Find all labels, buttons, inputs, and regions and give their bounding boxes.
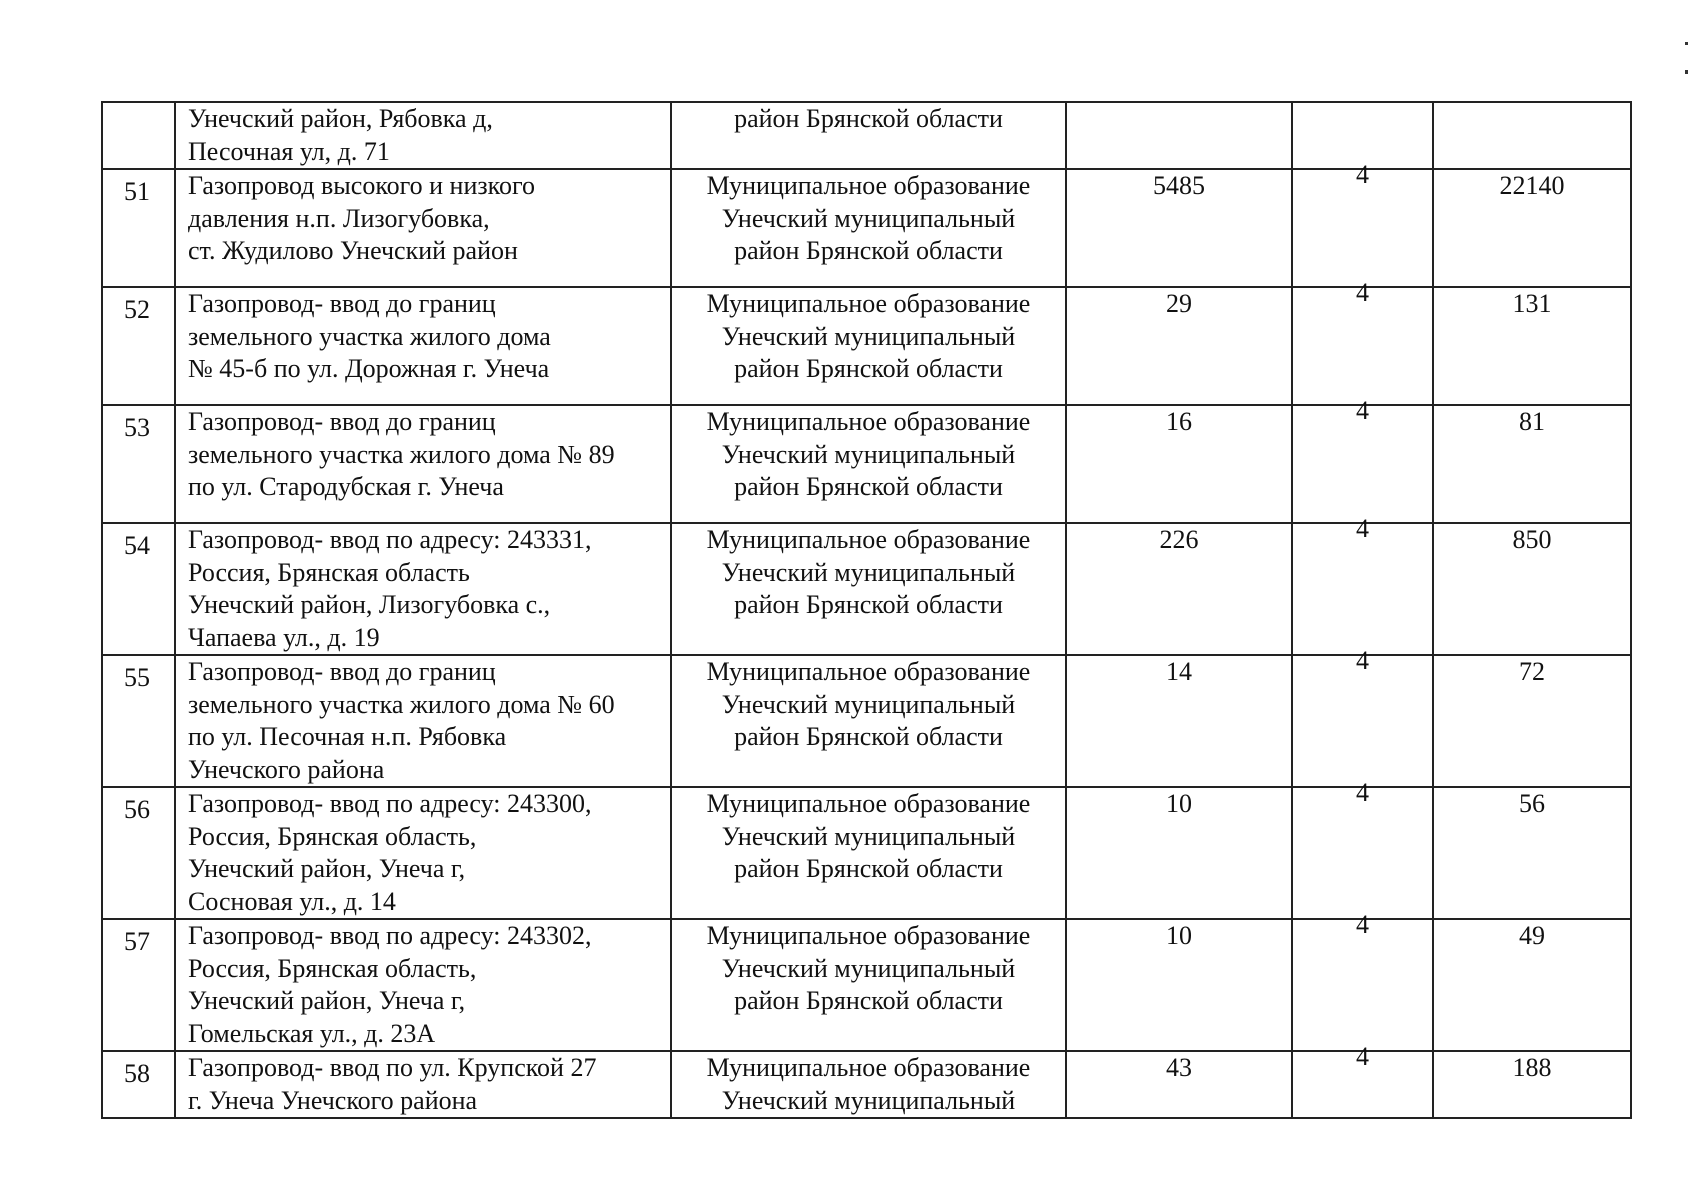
object-name-cell — [175, 102, 671, 169]
owner-line: Муниципальное образование — [706, 789, 1031, 818]
row-number — [103, 103, 174, 109]
owner-line: Унечский муниципальный — [721, 821, 1016, 851]
value-cell — [1433, 1051, 1631, 1118]
table-row — [102, 405, 1631, 523]
object-name-line: Россия, Брянская область — [188, 557, 470, 587]
object-name-line: Унечский район, Рябовка д, — [188, 104, 493, 133]
length-value: 43 — [1166, 1053, 1192, 1082]
row-number-cell — [102, 655, 175, 787]
owner-line: Унечский муниципальный — [721, 953, 1016, 983]
object-name-cell — [175, 405, 671, 523]
owner-cell — [671, 287, 1066, 405]
value-cell — [1433, 287, 1631, 405]
table-row — [102, 787, 1631, 919]
category-value: 4 — [1356, 396, 1369, 425]
value-amount: 131 — [1512, 289, 1552, 318]
owner-cell — [671, 1051, 1066, 1118]
owner-cell — [671, 405, 1066, 523]
value-cell — [1433, 655, 1631, 787]
object-name-cell — [175, 523, 671, 655]
owner-line: район Брянской области — [734, 472, 1003, 501]
row-number: 51 — [124, 177, 150, 206]
category-cell — [1292, 160, 1433, 287]
object-name-line: № 45-б по ул. Дорожная г. Унеча — [188, 354, 550, 383]
value-amount: 850 — [1512, 525, 1552, 554]
owner-cell — [671, 523, 1066, 655]
row-number: 55 — [124, 663, 150, 692]
length-value: 14 — [1166, 657, 1192, 686]
value-amount: 72 — [1519, 657, 1545, 686]
object-name-line: земельного участка жилого дома № 60 — [188, 689, 615, 719]
length-value: 10 — [1166, 789, 1192, 818]
value-amount: 188 — [1512, 1053, 1552, 1082]
owner-line: район Брянской области — [734, 590, 1003, 619]
object-name-line: Сосновая ул., д. 14 — [188, 886, 396, 916]
object-name-line: Россия, Брянская область, — [188, 953, 477, 983]
owner-line: район Брянской области — [734, 354, 1003, 383]
row-number: 52 — [124, 295, 150, 324]
owner-line: Муниципальное образование — [706, 525, 1031, 554]
category-cell — [1292, 1042, 1433, 1118]
owner-line: Унечский муниципальный — [721, 203, 1016, 233]
object-name-line: Унечского района — [188, 754, 385, 784]
object-name-line: земельного участка жилого дома № 89 — [188, 439, 615, 469]
object-name-line: Газопровод- ввод по адресу: 243302, — [188, 921, 592, 950]
category-cell — [1292, 514, 1433, 655]
value-amount: 49 — [1519, 921, 1545, 950]
owner-line: Муниципальное образование — [706, 657, 1031, 686]
owner-cell — [671, 919, 1066, 1051]
owner-cell — [671, 102, 1066, 169]
object-name-line: Газопровод- ввод до границ — [188, 657, 496, 686]
length-value: 29 — [1166, 289, 1192, 318]
category-value: 4 — [1356, 514, 1369, 543]
object-name-line: Газопровод- ввод по адресу: 243300, — [188, 789, 592, 818]
object-name-line: г. Унеча Унечского района — [188, 1085, 478, 1115]
category-cell — [1292, 102, 1433, 169]
owner-line: Унечский муниципальный — [721, 557, 1016, 587]
length-cell — [1066, 919, 1292, 1051]
category-value: 4 — [1356, 1042, 1369, 1071]
row-number: 54 — [124, 531, 150, 560]
object-name-line: Газопровод- ввод до границ — [188, 407, 496, 436]
table-row — [102, 102, 1631, 169]
length-value: 5485 — [1153, 171, 1205, 200]
value-amount: 22140 — [1499, 171, 1565, 200]
object-name-line: Унечский район, Унеча г, — [188, 986, 466, 1015]
length-cell — [1066, 523, 1292, 655]
category-cell — [1292, 910, 1433, 1051]
length-value: 226 — [1159, 525, 1199, 554]
object-name-line: по ул. Стародубская г. Унеча — [188, 472, 504, 501]
row-number: 53 — [124, 413, 150, 442]
object-name-cell — [175, 1051, 671, 1118]
length-cell — [1066, 787, 1292, 919]
object-name-line: Чапаева ул., д. 19 — [188, 622, 380, 652]
object-name-line: Газопровод- ввод по адресу: 243331, — [188, 525, 592, 554]
owner-cell — [671, 655, 1066, 787]
row-number-cell — [102, 102, 175, 169]
object-name-line: по ул. Песочная н.п. Рябовка — [188, 722, 507, 751]
category-cell — [1292, 396, 1433, 523]
owner-line: Унечский муниципальный — [721, 1085, 1016, 1115]
owner-line: Унечский муниципальный — [721, 689, 1016, 719]
table-row — [102, 287, 1631, 405]
object-name-cell — [175, 787, 671, 919]
owner-line: район Брянской области — [734, 104, 1003, 133]
owner-line: район Брянской области — [734, 854, 1003, 883]
registry-table-body — [102, 102, 1631, 1118]
row-number: 58 — [124, 1059, 150, 1088]
table-row — [102, 919, 1631, 1051]
object-name-line: Россия, Брянская область, — [188, 821, 477, 851]
length-value: 10 — [1166, 921, 1192, 950]
owner-cell — [671, 169, 1066, 287]
owner-line: Муниципальное образование — [706, 921, 1031, 950]
row-number-cell — [102, 919, 175, 1051]
value-cell — [1433, 405, 1631, 523]
length-cell — [1066, 287, 1292, 405]
scan-mark — [1685, 70, 1688, 74]
object-name-line: Песочная ул, д. 71 — [188, 136, 390, 166]
category-cell — [1292, 278, 1433, 405]
value-cell — [1433, 919, 1631, 1051]
table-row — [102, 1051, 1631, 1118]
row-number: 57 — [124, 927, 150, 956]
table-row — [102, 169, 1631, 287]
category-cell — [1292, 646, 1433, 787]
row-number: 56 — [124, 795, 150, 824]
owner-line: Унечский муниципальный — [721, 439, 1016, 469]
table-row — [102, 523, 1631, 655]
object-name-cell — [175, 919, 671, 1051]
object-name-line: ст. Жудилово Унечский район — [188, 236, 518, 265]
owner-line: Муниципальное образование — [706, 289, 1031, 318]
row-number-cell — [102, 1051, 175, 1118]
value-cell — [1433, 787, 1631, 919]
object-name-line: Газопровод высокого и низкого — [188, 171, 535, 200]
category-cell — [1292, 778, 1433, 919]
owner-line: район Брянской области — [734, 236, 1003, 265]
object-name-cell — [175, 655, 671, 787]
row-number-cell — [102, 405, 175, 523]
table-row — [102, 655, 1631, 787]
owner-line: Унечский муниципальный — [721, 321, 1016, 351]
owner-line: Муниципальное образование — [706, 1053, 1031, 1082]
owner-line: район Брянской области — [734, 722, 1003, 751]
object-name-line: Газопровод- ввод по ул. Крупской 27 — [188, 1053, 597, 1082]
value-cell — [1433, 102, 1631, 169]
owner-line: Муниципальное образование — [706, 407, 1031, 436]
object-name-line: давления н.п. Лизогубовка, — [188, 203, 490, 233]
owner-cell — [671, 787, 1066, 919]
object-name-cell — [175, 287, 671, 405]
value-cell — [1433, 169, 1631, 287]
category-value: 4 — [1356, 160, 1369, 189]
length-cell — [1066, 405, 1292, 523]
object-name-line: земельного участка жилого дома — [188, 321, 551, 351]
length-cell — [1066, 102, 1292, 169]
object-name-cell — [175, 169, 671, 287]
value-amount: 81 — [1519, 407, 1545, 436]
owner-line: район Брянской области — [734, 986, 1003, 1015]
registry-table — [101, 101, 1632, 1119]
length-value: 16 — [1166, 407, 1192, 436]
value-cell — [1433, 523, 1631, 655]
row-number-cell — [102, 787, 175, 919]
owner-line: Муниципальное образование — [706, 171, 1031, 200]
row-number-cell — [102, 287, 175, 405]
scan-mark — [1685, 42, 1688, 45]
value-amount: 56 — [1519, 789, 1545, 818]
object-name-line: Унечский район, Лизогубовка с., — [188, 590, 551, 619]
object-name-line: Гомельская ул., д. 23А — [188, 1018, 436, 1048]
category-value: 4 — [1356, 278, 1369, 307]
row-number-cell — [102, 523, 175, 655]
row-number-cell — [102, 169, 175, 287]
category-value: 4 — [1356, 778, 1369, 807]
length-cell — [1066, 655, 1292, 787]
category-value: 4 — [1356, 646, 1369, 675]
object-name-line: Газопровод- ввод до границ — [188, 289, 496, 318]
category-value: 4 — [1356, 910, 1369, 939]
length-cell — [1066, 169, 1292, 287]
object-name-line: Унечский район, Унеча г, — [188, 854, 466, 883]
length-cell — [1066, 1051, 1292, 1118]
